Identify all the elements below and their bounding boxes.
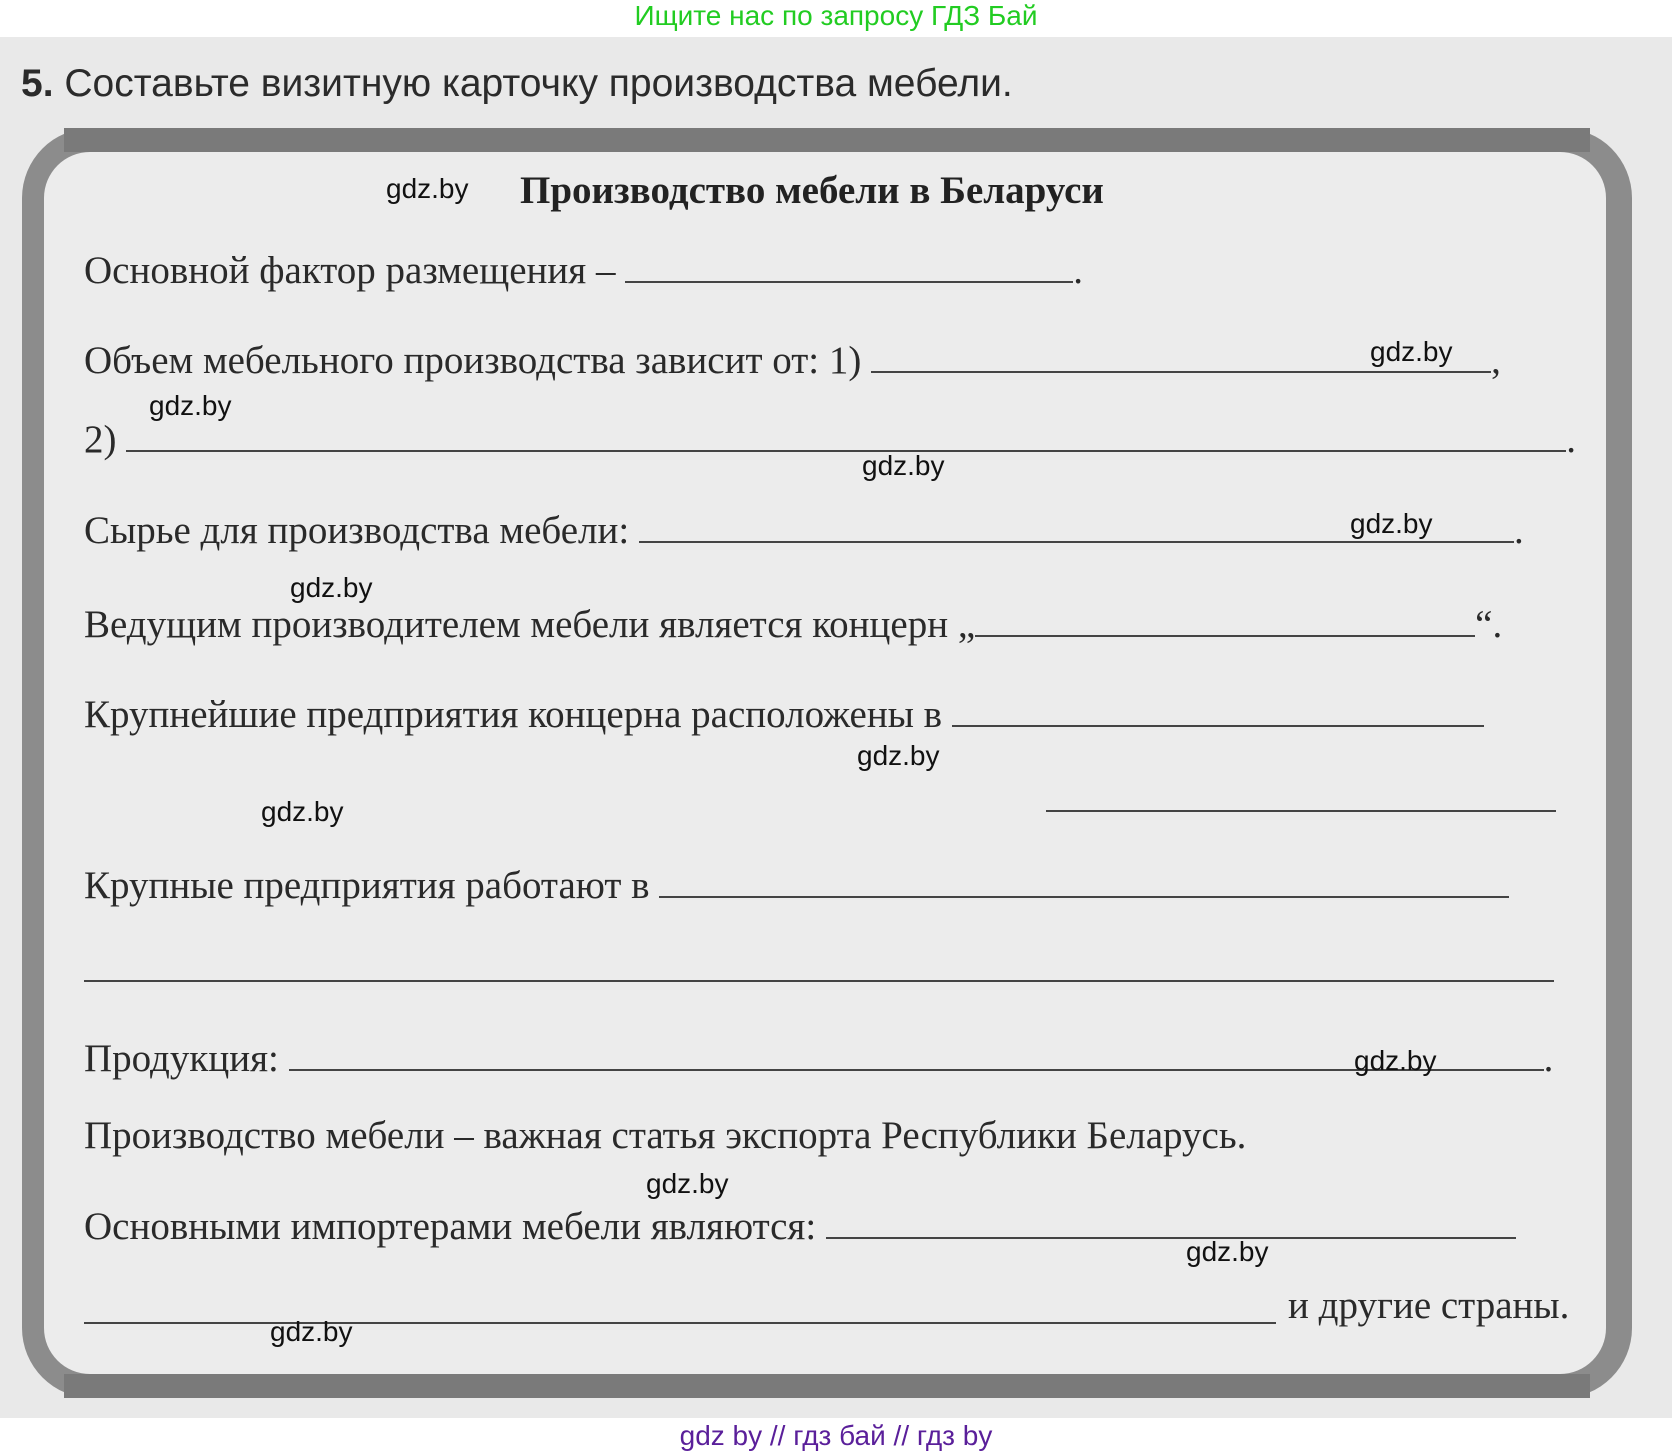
row-volume: Объем мебельного производства зависит от: 1) , [84, 339, 1501, 382]
label: Продукция: [84, 1037, 279, 1080]
row-raw: Сырье для производства мебели: . [84, 509, 1524, 552]
label: 2) [84, 418, 117, 461]
label: Основной фактор размещения – [84, 249, 616, 292]
task-number: 5. [21, 62, 54, 105]
watermark: gdz.by [386, 173, 469, 204]
row-importers [84, 1203, 1516, 1250]
answer-blank[interactable] [625, 247, 1073, 283]
answer-blank[interactable] [952, 691, 1484, 727]
row-located [84, 691, 1484, 738]
answer-blank[interactable] [84, 1322, 1276, 1324]
task-heading [21, 62, 1013, 106]
row-factor: Основной фактор размещения – . [84, 249, 1083, 292]
watermark: gdz.by [1350, 508, 1433, 539]
watermark: gdz.by [270, 1316, 353, 1347]
row-products: Продукция: . [84, 1037, 1554, 1080]
answer-blank[interactable] [975, 601, 1475, 637]
label: Ведущим производителем мебели является концерн „ [84, 603, 976, 646]
answer-blank[interactable] [659, 862, 1509, 898]
watermark: gdz.by [1354, 1045, 1437, 1076]
frame-bottom-bar [64, 1374, 1590, 1398]
task-text: Составьте визитную карточку производства мебели. [64, 62, 1013, 105]
footer-note: gdz by // гдз бай // гдз by [679, 1420, 993, 1451]
card-title: Производство мебели в Беларуси [520, 169, 1104, 212]
watermark: gdz.by [646, 1168, 729, 1199]
label: Основными импортерами мебели являются: [84, 1205, 817, 1248]
watermark: gdz.by [149, 390, 232, 421]
watermark: gdz.by [862, 450, 945, 481]
row-leader [84, 601, 1502, 648]
label: “. [1475, 603, 1503, 646]
row-work [84, 862, 1509, 909]
row-volume-2: 2) . [84, 418, 1576, 461]
row-other-countries [1288, 1283, 1569, 1329]
watermark: gdz.by [290, 572, 373, 603]
watermark: gdz.by [261, 796, 344, 827]
search-hint: Ищите нас по запросу ГДЗ Бай [634, 0, 1038, 31]
watermark: gdz.by [857, 740, 940, 771]
label: Крупнейшие предприятия концерна расположены в [84, 693, 943, 736]
label: Объем мебельного производства зависит от: 1) [84, 339, 862, 382]
answer-blank[interactable] [126, 416, 1566, 452]
label: Крупные предприятия работают в [84, 864, 650, 907]
answer-blank[interactable] [84, 980, 1554, 982]
label: Сырье для производства мебели: [84, 509, 630, 552]
answer-blank[interactable] [826, 1203, 1516, 1239]
frame-top-bar [64, 128, 1590, 152]
answer-blank[interactable] [1046, 810, 1556, 812]
label: Производство мебели – важная статья экспорта Республики Беларусь. [84, 1114, 1247, 1157]
label: и другие страны. [1288, 1284, 1570, 1327]
watermark: gdz.by [1370, 336, 1453, 367]
watermark: gdz.by [1186, 1236, 1269, 1267]
row-export [84, 1113, 1246, 1159]
